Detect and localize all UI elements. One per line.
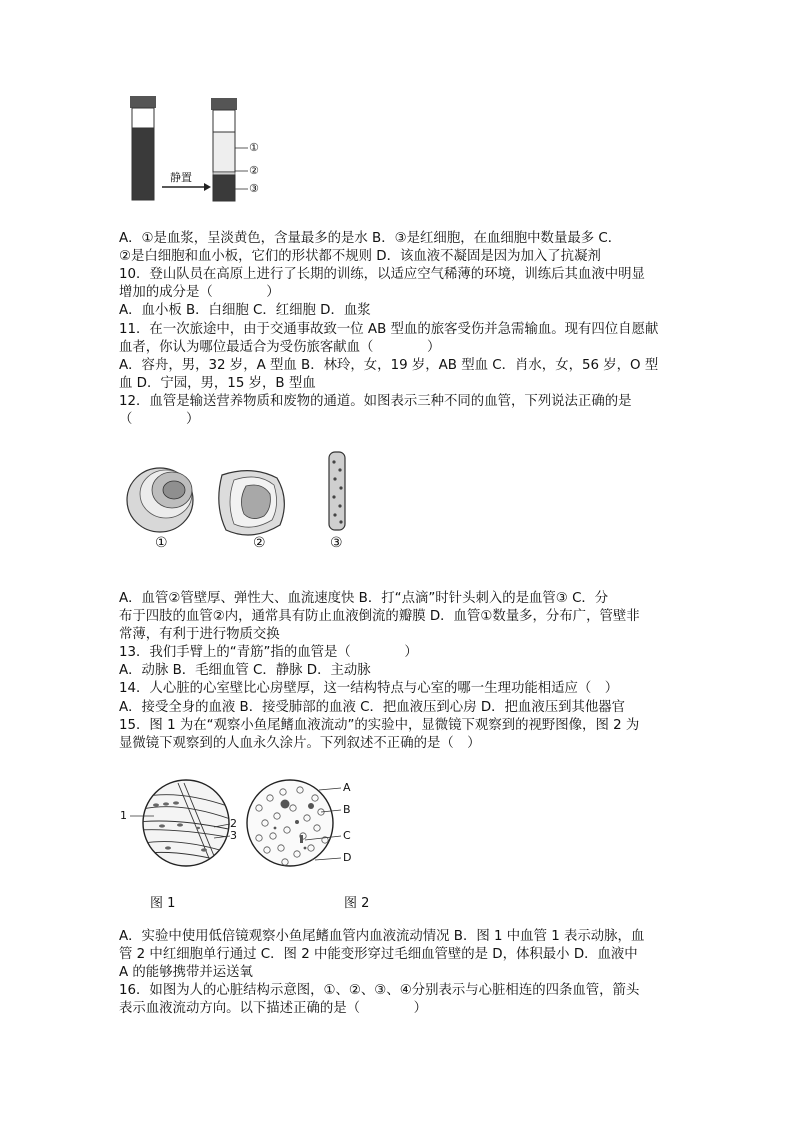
fig1-label-1: 1 (120, 809, 127, 822)
q13-options: A．动脉 B．毛细血管 C．静脉 D．主动脉 (119, 663, 371, 678)
fig1-caption: 图 1 (150, 896, 176, 911)
blood-smear-figure (245, 778, 365, 878)
q9-options-line-2: ②是白细胞和血小板，它们的形状都不规则 D．该血液不凝固是因为加入了抗凝剂 (119, 249, 601, 264)
fig2-label-b: B (343, 803, 351, 816)
q12-stem-line-1: 12．血管是输送营养物质和废物的通道。如图表示三种不同的血管，下列说法正确的是 (119, 394, 632, 409)
q12-options-line-3: 常薄，有利于进行物质交换 (119, 627, 280, 642)
q15-options-line-1: A．实验中使用低倍镜观察小鱼尾鳍血管内血液流动情况 B．图 1 中血管 1 表示动脉，血 (119, 929, 645, 944)
vessel-label-2: ② (253, 535, 266, 551)
fig1-label-2: 2 (230, 817, 237, 830)
blood-vessels-figure (122, 450, 362, 555)
fig2-label-c: C (343, 829, 351, 842)
q12-options-line-2: 布于四肢的血管②内，通常具有防止血液倒流的瓣膜 D．血管①数量多，分布广，管壁非 (119, 609, 640, 624)
tube-label-2: ② (249, 164, 259, 177)
q12-stem-line-2: （ ） (119, 412, 200, 427)
fig2-label-a: A (343, 781, 351, 794)
q11-options-line-2: 血 D．宁园，男，15 岁，B 型血 (119, 376, 316, 391)
q15-options-line-3: A 的能够携带并运送氧 (119, 965, 253, 980)
test-tube-figure (118, 96, 278, 211)
q15-options-line-2: 管 2 中红细胞单行通过 C．图 2 中能变形穿过毛细血管壁的是 D，体积最小 D．血液中 (119, 947, 638, 962)
fish-tail-microscope-figure (118, 778, 238, 878)
q16-stem-line-2: 表示血液流动方向。以下描述正确的是（ ） (119, 1001, 427, 1016)
q11-options-line-1: A．容舟，男，32 岁，A 型血 B．林玲，女，19 岁，AB 型血 C．肖水，女，56 岁，O 型 (119, 358, 659, 373)
fig2-caption: 图 2 (344, 896, 370, 911)
q10-stem-line-2: 增加的成分是（ ） (119, 285, 280, 300)
q16-stem-line-1: 16．如图为人的心脏结构示意图，①、②、③、④分别表示与心脏相连的四条血管，箭头 (119, 983, 640, 998)
tube-label-3: ③ (249, 182, 259, 195)
q14-stem: 14．人心脏的心室壁比心房壁厚，这一结构特点与心室的哪一生理功能相适应（ ） (119, 681, 619, 696)
q12-options-line-1: A．血管②管壁厚、弹性大、血流速度快 B．打“点滴”时针头刺入的是血管③ C．分 (119, 591, 609, 606)
q15-stem-line-1: 15．图 1 为在“观察小鱼尾鳍血液流动”的实验中，显微镜下观察到的视野图像，图 2 为 (119, 718, 640, 733)
q15-stem-line-2: 显微镜下观察到的人血永久涂片。下列叙述不正确的是（ ） (119, 736, 481, 751)
settle-arrow-label: 静置 (170, 171, 192, 184)
q11-stem-line-2: 血者，你认为哪位最适合为受伤旅客献血（ ） (119, 340, 441, 355)
tube-label-1: ① (249, 141, 259, 154)
vessel-label-3: ③ (330, 535, 343, 551)
q9-options-line-1: A．①是血浆，呈淡黄色，含量最多的是水 B．③是红细胞，在血细胞中数量最多 C． (119, 231, 622, 246)
fig2-label-d: D (343, 851, 352, 864)
q10-options: A．血小板 B．白细胞 C．红细胞 D．血浆 (119, 303, 371, 318)
q14-options: A．接受全身的血液 B．接受肺部的血液 C．把血液压到心房 D．把血液压到其他器官 (119, 700, 626, 715)
q11-stem-line-1: 11．在一次旅途中，由于交通事故致一位 AB 型血的旅客受伤并急需输血。现有四位自愿献 (119, 322, 659, 337)
q10-stem-line-1: 10．登山队员在高原上进行了长期的训练，以适应空气稀薄的环境，训练后其血液中明显 (119, 267, 645, 282)
vessel-label-1: ① (155, 535, 168, 551)
q13-stem: 13．我们手臂上的“青筋”指的血管是（ ） (119, 645, 418, 660)
fig1-label-3: 3 (230, 829, 237, 842)
